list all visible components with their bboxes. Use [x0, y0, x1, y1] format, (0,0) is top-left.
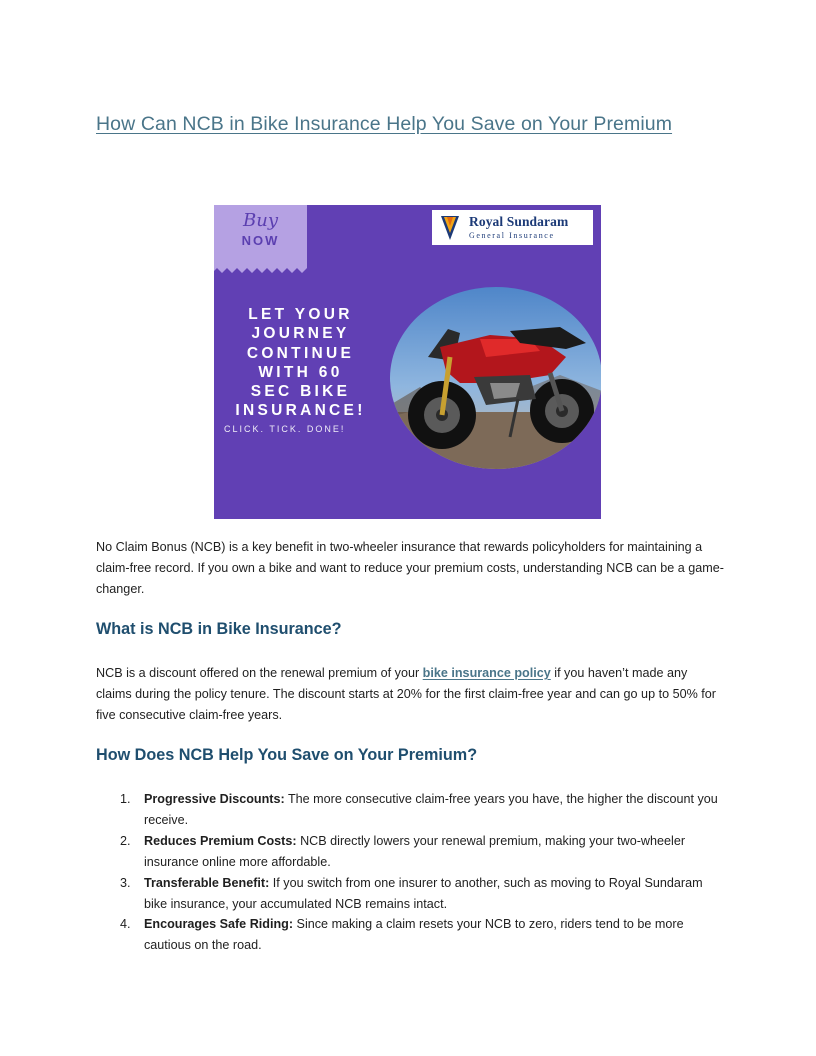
list-item-label: Reduces Premium Costs: — [144, 833, 297, 848]
ncb-definition-paragraph — [96, 663, 726, 726]
now-label: NOW — [241, 233, 280, 248]
sunrise-logo-icon — [437, 214, 463, 242]
list-item — [96, 914, 726, 956]
list-item-number: 2. — [120, 833, 131, 848]
logo-subtitle: General Insurance — [469, 230, 555, 240]
list-item — [96, 873, 726, 915]
list-item-number: 1. — [120, 792, 131, 806]
buy-now-tag[interactable] — [214, 205, 307, 267]
list-item-text: The more consecutive claim-free years you have, the higher the discount you receive. — [144, 792, 718, 827]
headline-line: INSURANCE! — [235, 402, 366, 420]
list-item-number: 3. — [120, 875, 131, 890]
list-item-text: Since making a claim resets your NCB to zero, riders tend to be more cautious on the road. — [144, 917, 684, 953]
headline-line: CONTINUE — [246, 344, 355, 362]
intro-paragraph: No Claim Bonus (NCB) is a key benefit in two-wheeler insurance that rewards policyholders for maintaining a claim-free record. If you own a bike and want to reduce your premium costs, understanding NCB can be a game-changer. — [96, 540, 724, 596]
logo-name: Royal Sundaram — [469, 214, 569, 230]
list-item-label: Encourages Safe Riding: — [144, 917, 294, 932]
list-item — [96, 789, 726, 831]
list-item-label: Progressive Discounts: — [144, 792, 285, 806]
banner-headline — [214, 305, 387, 421]
definition-text-after-link: if you haven’t made any claims during the policy tenure. The discount starts at 20% for the first claim-free year and can go up to 50% for five consecutive claim-free years. — [96, 666, 716, 722]
section-heading-how-ncb-helps: How Does NCB Help You Save on Your Premium? — [96, 746, 478, 764]
section-heading-what-is-ncb: What is NCB in Bike Insurance? — [96, 620, 342, 638]
royal-sundaram-logo — [432, 210, 593, 245]
bike-insurance-policy-link[interactable]: bike insurance policy — [422, 666, 551, 680]
tag-zigzag-edge — [214, 266, 307, 273]
buy-label: Buy — [243, 210, 278, 231]
headline-line: SEC BIKE — [250, 383, 351, 401]
page-title[interactable]: How Can NCB in Bike Insurance Help You Save on Your Premium — [96, 113, 673, 135]
motorcycle-photo — [390, 287, 601, 469]
list-item-text: If you switch from one insurer to another, such as moving to Royal Sundaram bike insurance, your accumulated NCB remains intact. — [144, 875, 703, 911]
headline-line: JOURNEY — [251, 325, 350, 343]
definition-text-before-link: NCB is a discount offered on the renewal premium of your — [96, 666, 423, 680]
headline-line: WITH 60 — [258, 363, 343, 381]
headline-line: LET YOUR — [248, 306, 353, 323]
buy-now-banner[interactable] — [214, 205, 601, 519]
list-item — [96, 831, 726, 873]
banner-tagline: CLICK. TICK. DONE! — [224, 424, 346, 434]
list-item-number: 4. — [120, 917, 131, 932]
benefits-list — [96, 789, 726, 956]
list-item-text: NCB directly lowers your renewal premium, making your two-wheeler insurance online more affordable. — [144, 833, 686, 869]
list-item-label: Transferable Benefit: — [144, 875, 270, 890]
